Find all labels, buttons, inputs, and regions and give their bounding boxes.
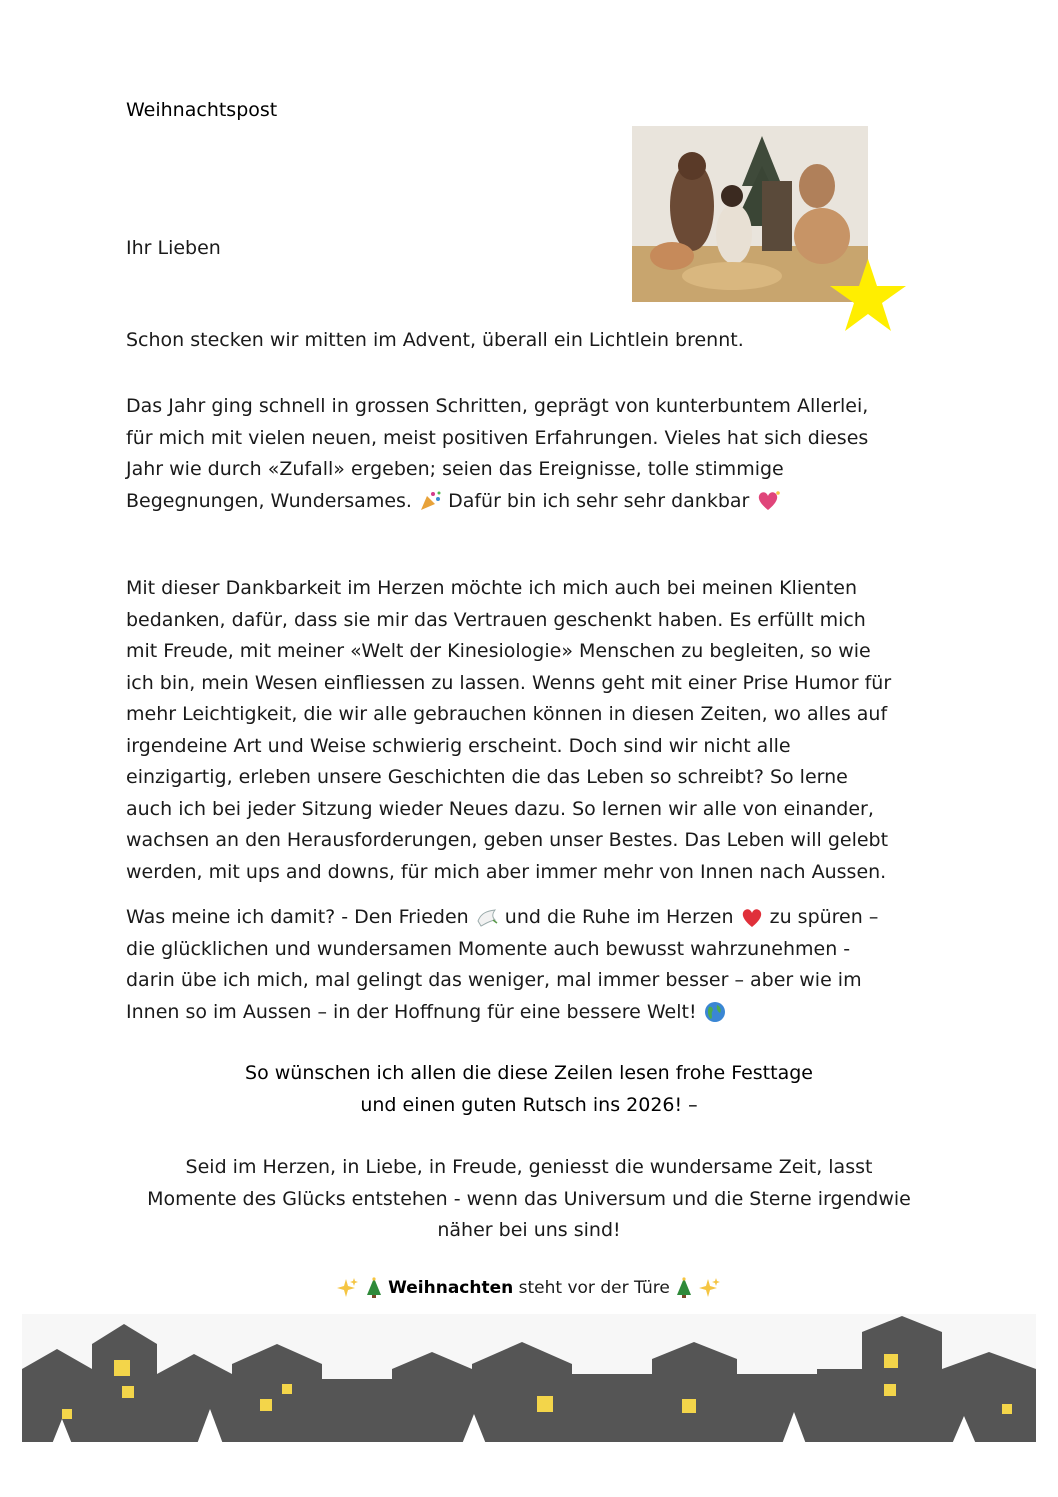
christmas-tree-icon	[365, 1277, 383, 1299]
paragraph-2	[126, 391, 946, 517]
paragraph-2-line: Das Jahr ging schnell in grossen Schritten, geprägt von kunterbuntem Allerlei,	[126, 395, 869, 417]
blessing-block	[0, 1152, 1058, 1247]
closing-line	[0, 1273, 1058, 1305]
confetti-icon	[418, 490, 442, 512]
sparkles-icon	[699, 1277, 721, 1299]
paragraph-4-line-first	[126, 902, 946, 934]
paragraph-4-line: darin übe ich mich, mal gelingt das weniger, mal immer besser – aber wie im	[126, 969, 862, 991]
blessing-line: Seid im Herzen, in Liebe, in Freude, geniesst die wundersame Zeit, lasst	[185, 1156, 873, 1178]
paragraph-4-text-c: zu spüren –	[769, 906, 879, 928]
closing-rest: steht vor der Türe	[518, 1278, 670, 1298]
winter-village-illustration	[22, 1314, 1036, 1464]
sparkles-icon	[337, 1277, 359, 1299]
paragraph-3-line: mit Freude, mit meiner «Welt der Kinesiologie» Menschen zu begleiten, so wie	[126, 640, 871, 662]
wish-line: So wünschen ich allen die diese Zeilen lesen frohe Festtage	[245, 1062, 813, 1084]
paragraph-2-line: Jahr wie durch «Zufall» ergeben; seien das Ereignisse, tolle stimmige	[126, 458, 784, 480]
paragraph-4-text-a: Was meine ich damit? - Den Frieden	[126, 906, 469, 928]
paragraph-3-line: mehr Leichtigkeit, die wir alle gebrauchen können in diesen Zeiten, wo alles auf	[126, 703, 888, 725]
wish-line: und einen guten Rutsch ins 2026! –	[360, 1093, 698, 1116]
paragraph-4-line: die glücklichen und wundersamen Momente auch bewusst wahrzunehmen -	[126, 937, 851, 960]
paragraph-3	[126, 573, 946, 888]
paragraph-1	[126, 325, 946, 357]
paragraph-3-line: werden, mit ups and downs, für mich aber immer mehr von Innen nach Aussen.	[126, 860, 887, 883]
paragraph-3-line: einzigartig, erleben unsere Geschichten die das Leben so schreibt? So lerne	[126, 766, 848, 788]
globe-icon	[703, 1001, 727, 1023]
paragraph-2-line-last	[126, 486, 946, 518]
christmas-tree-icon	[675, 1277, 693, 1299]
red-heart-icon	[740, 907, 764, 929]
paragraph-4	[126, 902, 946, 1028]
paragraph-2-line: für mich mit vielen neuen, meist positiven Erfahrungen. Vieles hat sich dieses	[126, 426, 869, 449]
paragraph-3-line: Mit dieser Dankbarkeit im Herzen möchte ich mich auch bei meinen Klienten	[126, 577, 858, 599]
paragraph-2-text-b: Dafür bin ich sehr sehr dankbar	[448, 489, 750, 512]
paragraph-3-line: irgendeine Art und Weise schwierig erscheint. Doch sind wir nicht alle	[126, 734, 791, 757]
paragraph-3-line: wachsen an den Herausforderungen, geben unser Bestes. Das Leben will gelebt	[126, 829, 889, 851]
dove-icon	[475, 907, 499, 929]
wish-block	[0, 1058, 1058, 1121]
sparkling-heart-icon	[755, 490, 781, 512]
salutation: Ihr Lieben	[126, 237, 221, 259]
paragraph-2-text-a: Begegnungen, Wundersames.	[126, 489, 412, 512]
paragraph-4-text-last: Innen so im Aussen – in der Hoffnung für eine bessere Welt!	[126, 1000, 697, 1023]
paragraph-4-text-b: und die Ruhe im Herzen	[504, 906, 734, 928]
blessing-line: Momente des Glücks entstehen - wenn das Universum und die Sterne irgendwie	[147, 1187, 911, 1210]
closing-bold: Weihnachten	[388, 1278, 514, 1298]
paragraph-3-line: bedanken, dafür, dass sie mir das Vertrauen geschenkt haben. Es erfüllt mich	[126, 608, 866, 631]
page-title: Weihnachtspost	[126, 99, 278, 121]
blessing-line: näher bei uns sind!	[437, 1219, 621, 1241]
paragraph-3-line: ich bin, mein Wesen einfliessen zu lassen. Wenns geht mit einer Prise Humor für	[126, 671, 892, 694]
paragraph-1-line: Schon stecken wir mitten im Advent, überall ein Lichtlein brennt.	[126, 329, 744, 351]
paragraph-3-line: auch ich bei jeder Sitzung wieder Neues dazu. So lernen wir alle von einander,	[126, 797, 874, 820]
paragraph-4-line-last	[126, 997, 946, 1029]
